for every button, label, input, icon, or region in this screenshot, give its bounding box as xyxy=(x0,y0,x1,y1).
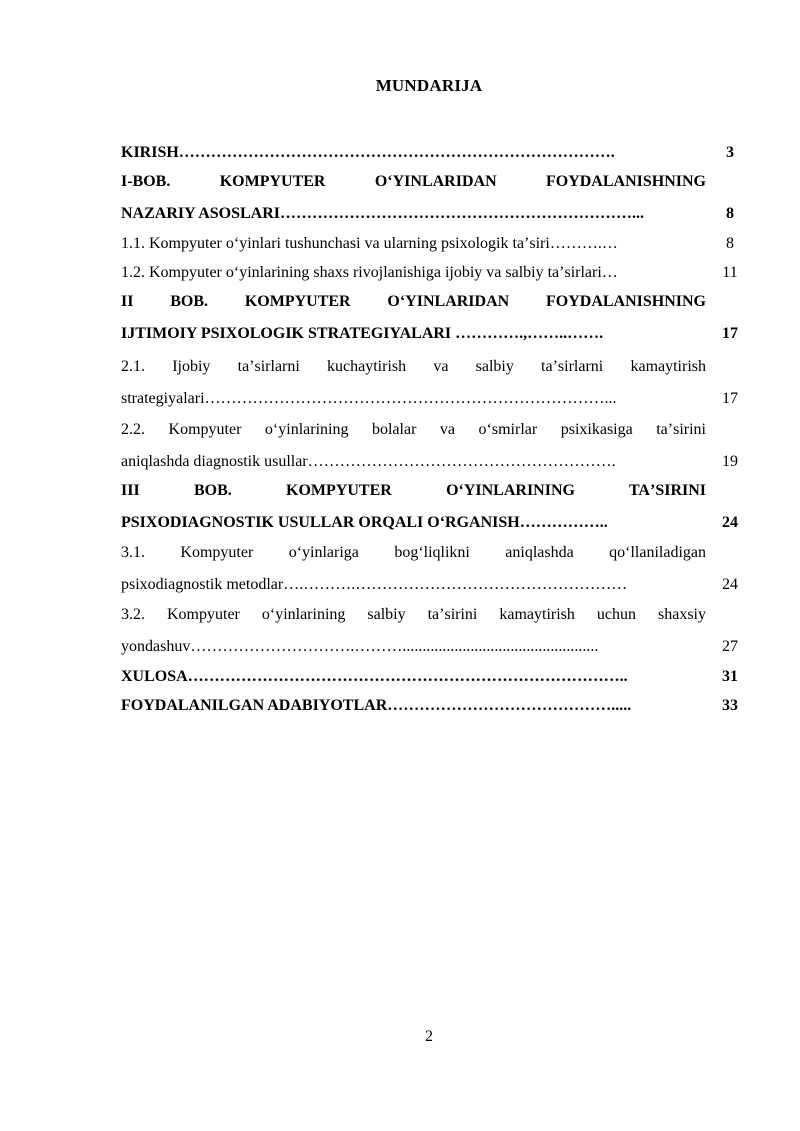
toc-entry-title: II BOB. KOMPYUTER O‘YINLARIDAN FOYDALANISHNING xyxy=(121,293,706,310)
toc-entry-title: 3.1. Kompyuter oʻyinlariga bogʻliqlikni aniqlashda qoʻllaniladigan xyxy=(121,544,706,561)
toc-entry-page: 3 xyxy=(726,144,734,161)
toc-entry-title-continued: NAZARIY ASOSLARI…………………………………………………………... xyxy=(121,205,644,222)
toc-entry-page: 11 xyxy=(722,264,738,281)
toc-entry-title: 1.2. Kompyuter oʻyinlarining shaxs rivojlanishiga ijobiy va salbiy taʼsirlari… xyxy=(121,264,618,281)
toc-entry-title: 1.1. Kompyuter oʻyinlari tushunchasi va ularning psixologik taʼsiri……….… xyxy=(121,235,618,252)
toc-entry-title-continued: strategiyalari…………………………………………………………………... xyxy=(121,390,617,407)
toc-entry-page: 17 xyxy=(722,325,738,342)
toc-entry-page: 24 xyxy=(722,576,738,593)
toc-entry-title: I-BOB. KOMPYUTER O‘YINLARIDAN FOYDALANISHNING xyxy=(121,173,706,190)
toc-entry-page: 33 xyxy=(722,697,738,714)
toc-entry-title: III BOB. KOMPYUTER O‘YINLARINING TAʼSIRINI xyxy=(121,482,706,499)
page-number: 2 xyxy=(425,1028,433,1045)
toc-entry-title: KIRISH………………………………………………………………………. xyxy=(121,144,615,161)
toc-entry-title-continued: psixodiagnostik metodlar….……….…………………………………………… xyxy=(121,576,628,593)
toc-entry-page: 17 xyxy=(722,390,738,407)
toc-entry-title-continued: IJTIMOIY PSIXOLOGIK STRATEGIYALARI ………….,……..……. xyxy=(121,325,604,342)
toc-entry-page: 8 xyxy=(726,205,734,222)
toc-entry-title: 2.2. Kompyuter oʻyinlarining bolalar va oʻsmirlar psixikasiga taʼsirini xyxy=(121,421,706,438)
toc-entry-title: FOYDALANILGAN ADABIYOTLAR……………………………………..... xyxy=(121,697,632,714)
page-title: MUNDARIJA xyxy=(375,76,483,95)
toc-entry-title-continued: yondashuv………………………….………................................................. xyxy=(121,638,599,655)
toc-entry-title-continued: aniqlashda diagnostik usullar…………………………………………………. xyxy=(121,453,616,470)
toc-entry-page: 27 xyxy=(722,638,738,655)
toc-entry-page: 31 xyxy=(722,668,738,685)
toc-entry-title: 2.1. Ijobiy taʼsirlarni kuchaytirish va salbiy taʼsirlarni kamaytirish xyxy=(121,358,706,375)
toc-entry-title: 3.2. Kompyuter oʻyinlarining salbiy taʼsirini kamaytirish uchun shaxsiy xyxy=(121,606,706,623)
toc-entry-page: 24 xyxy=(722,514,738,531)
toc-entry-title-continued: PSIXODIAGNOSTIK USULLAR ORQALI O‘RGANISH…………….. xyxy=(121,514,608,531)
toc-entry-title: XULOSA……………………………………………………………………….. xyxy=(121,668,628,685)
toc-entry-page: 8 xyxy=(726,235,734,252)
toc-entry-page: 19 xyxy=(722,453,738,470)
